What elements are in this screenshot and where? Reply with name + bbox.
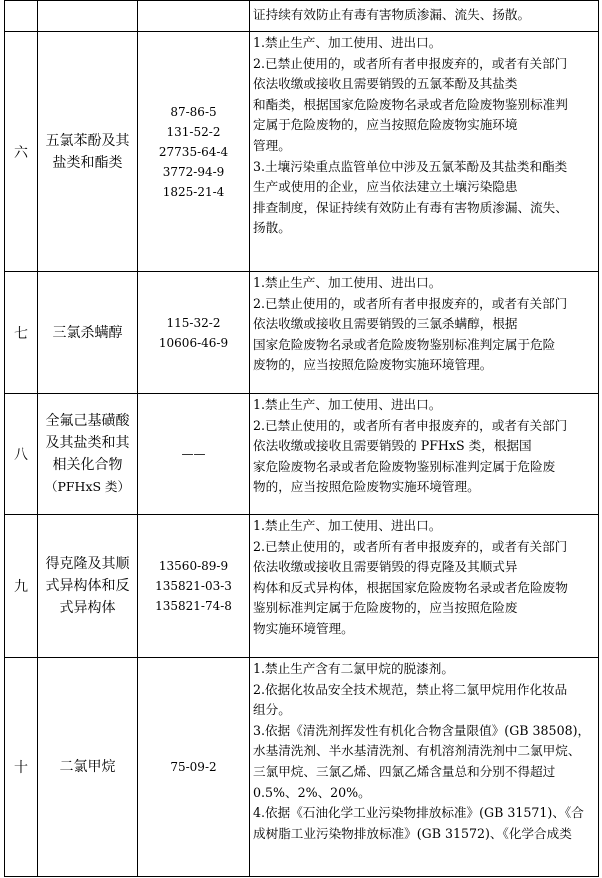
cas-number: 13560-89-9 xyxy=(158,559,229,573)
substance-name-line: 全氟己基磺酸 xyxy=(45,413,130,429)
row-index xyxy=(5,1,38,32)
cas-number: 75-09-2 xyxy=(170,760,217,774)
table-row xyxy=(5,515,599,658)
cas-number: 135821-74-8 xyxy=(155,599,232,613)
requirement-line: 扬散。 xyxy=(253,220,291,236)
requirement-line: 1.禁止生产、加工使用、进出口。 xyxy=(253,518,442,533)
substance-name xyxy=(38,394,138,515)
substance-name-line: 盐类和酯类 xyxy=(52,154,123,171)
substance-name xyxy=(38,658,138,877)
substance-name xyxy=(38,515,138,658)
table-row xyxy=(5,394,599,515)
requirement-line: 3.土壤污染重点监管单位中涉及五氯苯酚及其盐类和酯类 xyxy=(253,158,568,174)
cas-number: 131-52-2 xyxy=(166,124,221,139)
control-requirements xyxy=(250,32,599,272)
control-requirements xyxy=(250,1,599,32)
cas-numbers xyxy=(138,515,250,658)
requirement-line: 4.依据《石油化学工业污染物排放标准》(GB 31571)、《合 xyxy=(253,805,584,821)
cas-number: 27735-64-4 xyxy=(158,144,229,159)
requirement-line: 依法收缴或接收且需要销毁的三氯杀螨醇，根据 xyxy=(253,316,518,332)
substance-name-line: 式异构体和反 xyxy=(45,578,130,594)
requirement-line: 国家危险废物名录或者危险废物鉴别标准判定属于危险 xyxy=(253,336,556,352)
requirement-line: 1.禁止生产、加工使用、进出口。 xyxy=(253,397,442,412)
requirement-line: 物实施环境管理。 xyxy=(253,620,354,636)
requirement-line: 水基清洗剂、半水基清洗剂、有机溶剂清洗剂中二氯甲烷、 xyxy=(253,743,581,759)
substance-name-line: 三氯杀螨醇 xyxy=(52,324,123,341)
row-index: 九 xyxy=(5,515,38,658)
control-requirements xyxy=(250,394,599,515)
cas-numbers xyxy=(138,272,250,394)
control-requirements xyxy=(250,515,599,658)
table-row xyxy=(5,272,599,394)
table-row xyxy=(5,32,599,272)
substance-name-line: 相关化合物 xyxy=(52,457,123,473)
substance-name xyxy=(38,1,138,32)
requirement-line: 家危险废物名录或者危险废物鉴别标准判定属于危险废 xyxy=(253,458,556,474)
requirement-line: 排查制度，保证持续有效防止有毒有害物质渗漏、流失、 xyxy=(253,199,568,215)
row-index: 六 xyxy=(5,32,38,272)
requirement-line: 定属于危险废物的，应当按照危险废物实施环境 xyxy=(253,117,518,133)
requirement-line: 2.依据化妆品安全技术规范，禁止将二氯甲烷用作化妆品 xyxy=(253,681,568,697)
control-requirements xyxy=(250,272,599,394)
substance-name-line: 得克隆及其顺 xyxy=(45,556,130,572)
table-row xyxy=(5,1,599,32)
requirement-line: 鉴别标准判定属于危险废物的，应当按照危险废 xyxy=(253,600,518,616)
substance-name-line: 五氯苯酚及其 xyxy=(45,132,130,149)
cas-numbers xyxy=(138,658,250,877)
requirement-line: 2.已禁止使用的，或者所有者申报废弃的，或者有关部门 xyxy=(253,538,568,554)
requirement-line: 3.依据《清洗剂挥发性有机化合物含量限值》(GB 38508)， xyxy=(253,722,591,738)
requirement-line: 1.禁止生产、加工使用、进出口。 xyxy=(253,275,442,290)
row-index: 八 xyxy=(5,394,38,515)
cas-number: 87-86-5 xyxy=(170,104,217,119)
substance-name-line: 式异构体 xyxy=(59,600,116,616)
requirement-line: 三氯甲烷、三氯乙烯、四氯乙烯含量总和分别不得超过 xyxy=(253,763,556,779)
requirement-line: 2.已禁止使用的，或者所有者申报废弃的，或者有关部门 xyxy=(253,55,568,71)
cas-number: 115-32-2 xyxy=(166,315,221,330)
row-index: 十 xyxy=(5,658,38,877)
control-requirements xyxy=(250,658,599,877)
requirement-line: 物的，应当按照危险废物实施环境管理。 xyxy=(253,479,480,495)
table-row xyxy=(5,658,599,877)
substance-name-line: （PFHxS 类） xyxy=(44,479,131,494)
substance-name-line: 及其盐类和其 xyxy=(45,435,130,451)
requirement-line: 管理。 xyxy=(253,137,291,153)
requirement-line: 2.已禁止使用的，或者所有者申报废弃的，或者有关部门 xyxy=(253,417,568,433)
requirement-line: 组分。 xyxy=(253,702,291,718)
requirement-line: 构体和反式异构体，根据国家危险废物名录或者危险废物 xyxy=(253,579,568,595)
cas-numbers xyxy=(138,1,250,32)
cas-numbers xyxy=(138,394,250,515)
requirement-line: 生产或使用的企业，应当依法建立土壤污染隐患 xyxy=(253,179,518,195)
requirement-line: 依法收缴或接收且需要销毁的 PFHxS 类，根据国 xyxy=(253,438,532,454)
cas-number: 10606-46-9 xyxy=(158,335,229,350)
cas-numbers xyxy=(138,32,250,272)
substances-table xyxy=(4,0,599,877)
requirement-line: 1.禁止生产含有二氯甲烷的脱漆剂。 xyxy=(253,661,454,676)
requirement-line: 证持续有效防止有毒有害物质渗漏、流失、扬散。 xyxy=(253,7,531,22)
requirement-line: 废物的，应当按照危险废物实施环境管理。 xyxy=(253,357,493,373)
requirement-line: 和酯类，根据国家危险废物名录或者危险废物鉴别标准判 xyxy=(253,96,568,112)
substance-name xyxy=(38,272,138,394)
cas-number: 135821-03-3 xyxy=(155,579,232,593)
row-index: 七 xyxy=(5,272,38,394)
requirement-line: 依法收缴或接收且需要销毁的五氯苯酚及其盐类 xyxy=(253,76,518,92)
requirement-line: 0.5%、2%、20%。 xyxy=(253,784,371,800)
requirement-line: 依法收缴或接收且需要销毁的得克隆及其顺式异 xyxy=(253,559,518,575)
cas-number: 3772-94-9 xyxy=(162,164,225,179)
cas-number: —— xyxy=(181,447,206,461)
substance-name-line: 二氯甲烷 xyxy=(59,759,116,775)
substance-name xyxy=(38,32,138,272)
requirement-line: 成树脂工业污染物排放标准》(GB 31572)、《化学合成类 xyxy=(253,825,572,841)
requirement-line: 2.已禁止使用的，或者所有者申报废弃的，或者有关部门 xyxy=(253,295,568,311)
cas-number: 1825-21-4 xyxy=(162,184,225,199)
requirement-line: 1.禁止生产、加工使用、进出口。 xyxy=(253,35,442,50)
